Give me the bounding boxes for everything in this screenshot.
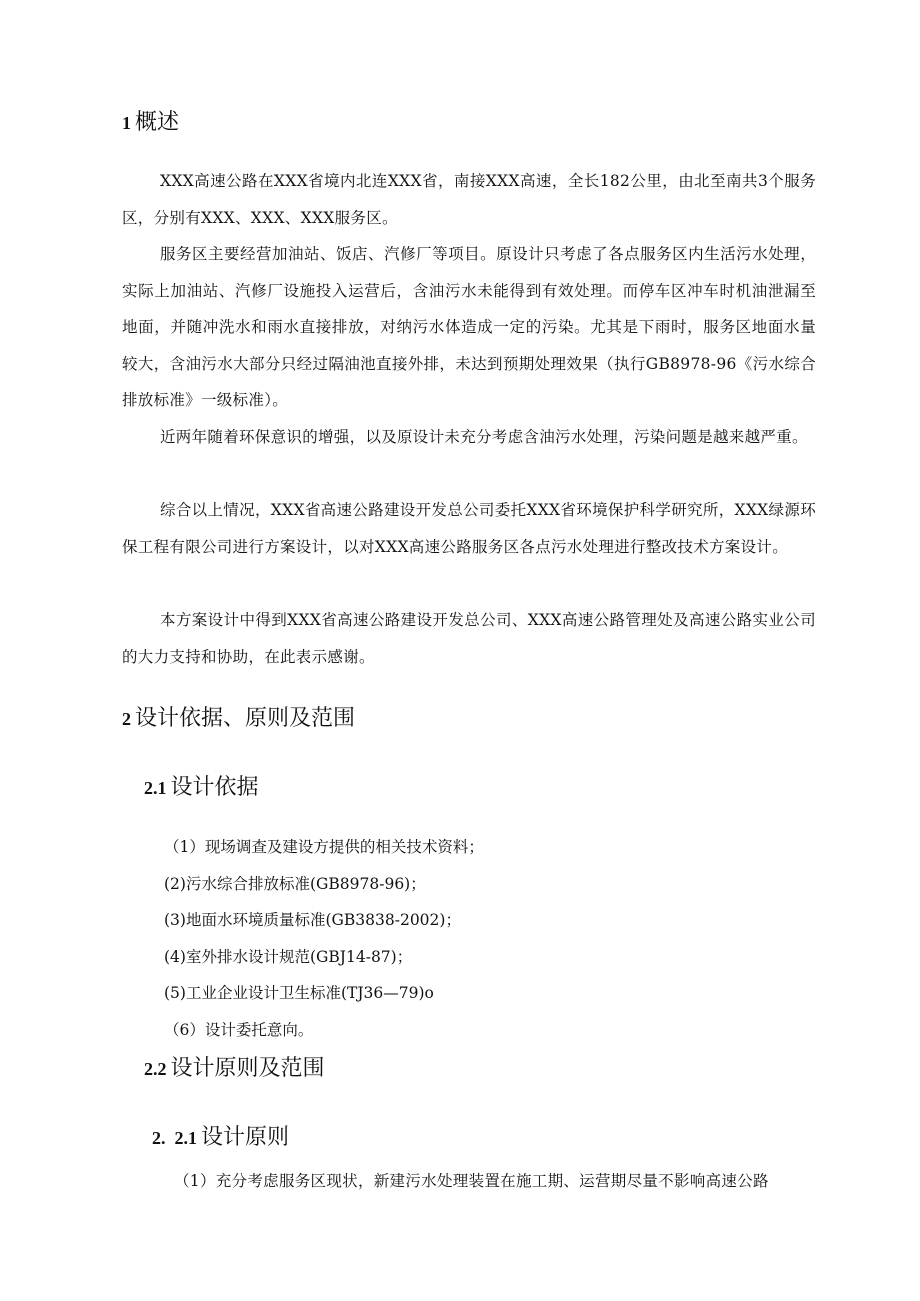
overview-paragraph-5: 本方案设计中得到XXX省高速公路建设开发总公司、XXX高速公路管理处及高速公路实业公司的大力支持和协助，在此表示感谢。 (122, 611, 816, 666)
list-item: (4)室外排水设计规范(GBJ14-87)； (164, 947, 413, 966)
section-title: 设计依据、原则及范围 (135, 706, 356, 731)
overview-paragraph-2: 服务区主要经营加油站、饭店、汽修厂等项目。原设计只考虑了各点服务区内生活污水处理，实际上加油站、汽修厂设施投入运营后，含油污水未能得到有效处理。而停车区冲车时机油泄漏至地面，并随冲洗水和雨水直接排放，对纳污水体造成一定的污染。尤其是下雨时，服务区地面水量较大，含油污水大部分只经过隔油池直接外排，未达到预期处理效果（执行GB8978-96《污水综合排放标准》一级标准）。 (122, 245, 816, 409)
overview-paragraph-3: 近两年随着环保意识的增强，以及原设计未充分考虑含油污水处理，污染问题是越来越严重。 (160, 428, 808, 446)
overview-paragraph-1: XXX高速公路在XXX省境内北连XXX省，南接XXX高速，全长182公里，由北至南共3个服务区，分别有XXX、XXX、XXX服务区。 (122, 172, 816, 227)
section-2-2-1-heading (152, 1123, 289, 1153)
list-item: (5)工业企业设计卫生标准(TJ36—79)o (164, 984, 434, 1002)
section-2-heading (122, 704, 355, 734)
section-title: 设计原则 (201, 1125, 290, 1150)
section-title: 设计原则及范围 (170, 1056, 325, 1081)
principle-paragraph-1: （1）充分考虑服务区现状，新建污水处理装置在施工期、运营期尽量不影响高速公路 (174, 1172, 769, 1190)
design-basis-list (164, 829, 484, 1048)
section-title: 概述 (135, 110, 180, 135)
section-number: 2.2 (144, 1059, 167, 1079)
section-number: 1 (122, 113, 131, 133)
section-1-heading (122, 108, 179, 138)
section-2-2-heading (144, 1054, 325, 1084)
list-item: (2)污水综合排放标准(GB8978-96)； (164, 874, 426, 893)
section-number: 2 (122, 709, 131, 729)
overview-paragraph-4: 综合以上情况，XXX省高速公路建设开发总公司委托XXX省环境保护科学研究所，XXX绿源环保工程有限公司进行方案设计，以对XXX高速公路服务区各点污水处理进行整改技术方案设计。 (122, 501, 816, 556)
section-number: 2.1 (144, 778, 167, 798)
section-number: 2. 2.1 (152, 1128, 197, 1148)
list-item: (3)地面水环境质量标准(GB3838-2002)； (164, 911, 461, 929)
section-title: 设计依据 (170, 775, 259, 800)
section-2-1-heading (144, 773, 259, 803)
list-item: （6）设计委托意向。 (164, 1020, 314, 1039)
list-item: （1）现场调查及建设方提供的相关技术资料； (164, 838, 484, 856)
